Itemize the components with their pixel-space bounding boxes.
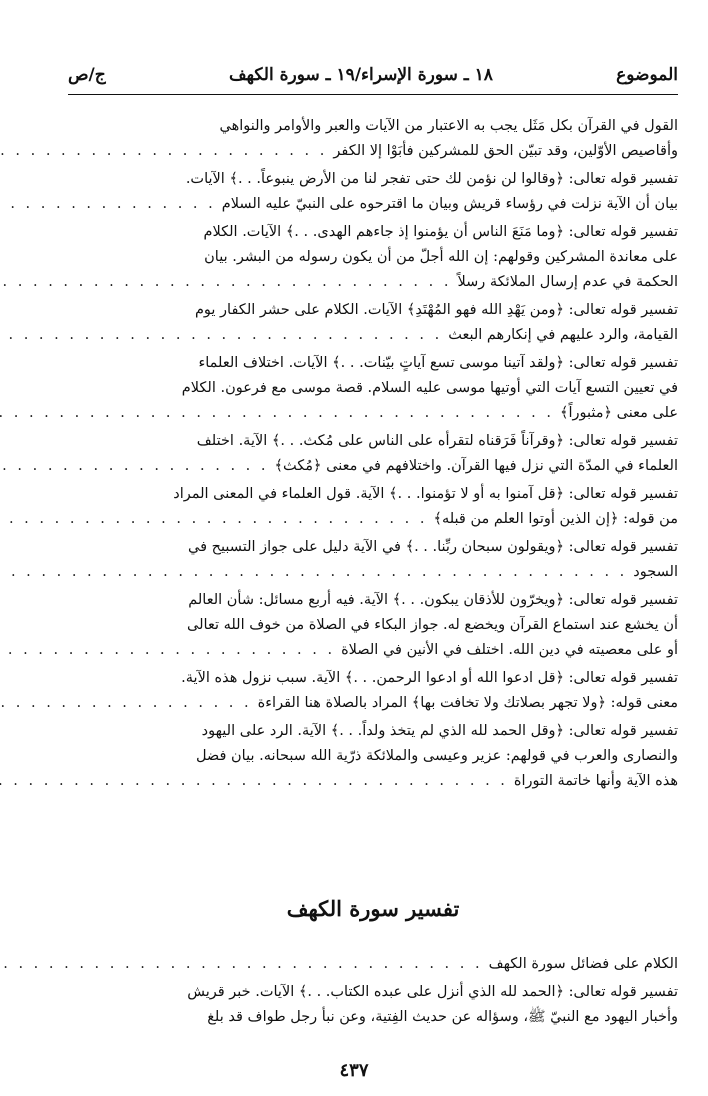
index-entry (68, 429, 678, 479)
entry-text: من قوله: ﴿إن الذين أوتوا العلم من قبله﴾ (433, 511, 678, 527)
entry-line (68, 245, 678, 270)
entry-line (68, 114, 678, 139)
entry-line (68, 401, 678, 426)
leader-dots (0, 638, 335, 663)
header-surah-range: ١٨ ـ سورة الإسراء/١٩ ـ سورة الكهف (228, 65, 493, 85)
index-entry (68, 666, 678, 716)
leader-dots (0, 323, 442, 348)
entry-text: وأخبار اليهود مع النبيّ ﷺ، وسؤاله عن حديث الفِتية، وعن نبأ رجل طواف قد بلغ (207, 1009, 678, 1025)
entry-line (68, 744, 678, 769)
index-entry (68, 482, 678, 532)
leader-dots (0, 192, 216, 217)
index-entry (68, 298, 678, 348)
entry-line (68, 507, 678, 532)
entry-line (68, 298, 678, 323)
entry-text: أن يخشع عند استماع القرآن ويخضع له. جواز البكاء في الصلاة من خوف الله تعالى (187, 617, 678, 633)
entry-text: العلماء في المدّة التي نزل فيها القرآن. واختلافهم في معنى ﴿مُكث﴾ (274, 458, 678, 474)
entry-line (68, 560, 678, 585)
entry-text: والنصارى والعرب في قولهم: عزير وعيسى والملائكة ذرّية الله سبحانه. بيان فضل (195, 748, 678, 764)
header-divider (68, 94, 678, 95)
page-header (68, 60, 678, 90)
entry-text: على معنى ﴿مثبوراً﴾ (559, 405, 678, 421)
section-title: تفسير سورة الكهف (286, 896, 460, 921)
leader-dots (0, 769, 508, 794)
entry-line (68, 139, 678, 164)
entry-line (68, 535, 678, 560)
leader-dots (0, 560, 627, 585)
entry-line (68, 666, 678, 691)
entry-line (68, 376, 678, 401)
entry-text: القول في القرآن بكل مَثَل يجب به الاعتبار من الآيات والعبر والأوامر والنواهي (219, 118, 678, 134)
entry-line (68, 482, 678, 507)
index-entry (68, 535, 678, 585)
entry-text: الحكمة في عدم إرسال الملائكة رسلاً (457, 274, 678, 290)
entry-line (68, 270, 678, 295)
entry-line (68, 952, 678, 977)
header-subject-label: الموضوع (616, 65, 678, 85)
leader-dots (0, 139, 327, 164)
entry-line (68, 588, 678, 613)
index-entry (68, 952, 678, 977)
entry-line (68, 323, 678, 348)
entry-line (68, 192, 678, 217)
leader-dots (0, 507, 427, 532)
entry-text: تفسير قوله تعالى: ﴿ويخرّون للأذقان يبكون. . .﴾ الآية. فيه أربع مسائل: شأن العالم (188, 592, 678, 608)
header-volume-page-label: ج/ص (68, 65, 106, 85)
index-entry (68, 980, 678, 1030)
leader-dots (0, 952, 483, 977)
entry-text: القيامة، والرد عليهم في إنكارهم البعث (448, 327, 678, 343)
entry-text: تفسير قوله تعالى: ﴿الحمد لله الذي أنزل على عبده الكتاب. . .﴾ الآيات. خبر قريش (187, 984, 678, 1000)
entry-text: بيان أن الآية نزلت في رؤساء قريش وبيان ما اقترحوه على النبيّ عليه السلام (221, 196, 678, 212)
index-entry (68, 588, 678, 663)
entry-text: تفسير قوله تعالى: ﴿قل ادعوا الله أو ادعوا الرحمن. . .﴾ الآية. سبب نزول هذه الآية. (181, 670, 678, 686)
entry-text: الكلام على فضائل سورة الكهف (488, 956, 678, 972)
leader-dots (0, 691, 252, 716)
entry-text: أو على معصيته في دين الله. اختلف في الأنين في الصلاة (341, 642, 678, 658)
entry-line (68, 220, 678, 245)
entry-text: وأقاصيص الأوّلين، وقد تبيّن الحق للمشركين فأبَوْا إلا الكفر (333, 143, 678, 159)
entry-line (68, 691, 678, 716)
entry-text: تفسير قوله تعالى: ﴿ولقد آتينا موسى تسع آياتٍ بيّنات. . .﴾ الآيات. اختلاف العلماء (198, 355, 678, 371)
entry-line (68, 638, 678, 663)
entry-line (68, 1005, 678, 1030)
index-entry (68, 351, 678, 426)
index-entry (68, 719, 678, 794)
page-number: ٤٣٧ (339, 1060, 369, 1081)
leader-dots (0, 270, 451, 295)
entry-text: تفسير قوله تعالى: ﴿ومن يَهْدِ الله فهو المُهْتَدِ﴾ الآيات. الكلام على حشر الكفار يوم (194, 302, 678, 318)
entry-line (68, 454, 678, 479)
index-entries-bottom (68, 952, 678, 1033)
entry-text: معنى قوله: ﴿ولا تجهر بصلاتك ولا تخافت بها﴾ المراد بالصلاة هنا القراءة (257, 695, 678, 711)
entry-text: على معاندة المشركين وقولهم: إن الله أجلّ من أن يكون رسوله من البشر. بيان (204, 249, 678, 265)
entry-text: السجود (633, 564, 678, 580)
entry-text: تفسير قوله تعالى: ﴿وقالوا لن نؤمن لك حتى تفجر لنا من الأرض ينبوعاً. . .﴾ الآيات. (185, 171, 678, 187)
entry-line (68, 769, 678, 794)
entry-text: هذه الآية وأنها خاتمة التوراة (513, 773, 678, 789)
leader-dots (0, 454, 269, 479)
entry-line (68, 980, 678, 1005)
entry-line (68, 429, 678, 454)
entry-text: تفسير قوله تعالى: ﴿قل آمنوا به أو لا تؤمنوا. . .﴾ الآية. قول العلماء في المعنى المراد (173, 486, 678, 502)
entry-line (68, 719, 678, 744)
index-entry (68, 114, 678, 164)
index-entry (68, 167, 678, 217)
entry-text: تفسير قوله تعالى: ﴿وقرآناً فَرَقناه لتقرأه على الناس على مُكث. . .﴾ الآية. اختلف (196, 433, 678, 449)
entry-line (68, 351, 678, 376)
entry-text: تفسير قوله تعالى: ﴿ويقولون سبحان ربِّنا. . .﴾ في الآية دليل على جواز التسبيح في (188, 539, 678, 555)
leader-dots (0, 401, 554, 426)
entry-text: تفسير قوله تعالى: ﴿وقل الحمد لله الذي لم يتخذ ولداً. . .﴾ الآية. الرد على اليهود (201, 723, 678, 739)
index-entries-top (68, 114, 678, 797)
entry-text: في تعيين التسع آيات التي أوتيها موسى عليه السلام. قصة موسى مع فرعون. الكلام (181, 380, 678, 396)
index-entry (68, 220, 678, 295)
entry-line (68, 167, 678, 192)
entry-text: تفسير قوله تعالى: ﴿وما مَنَعَ الناس أن يؤمنوا إذ جاءهم الهدى. . .﴾ الآيات. الكلام (203, 224, 678, 240)
entry-line (68, 613, 678, 638)
